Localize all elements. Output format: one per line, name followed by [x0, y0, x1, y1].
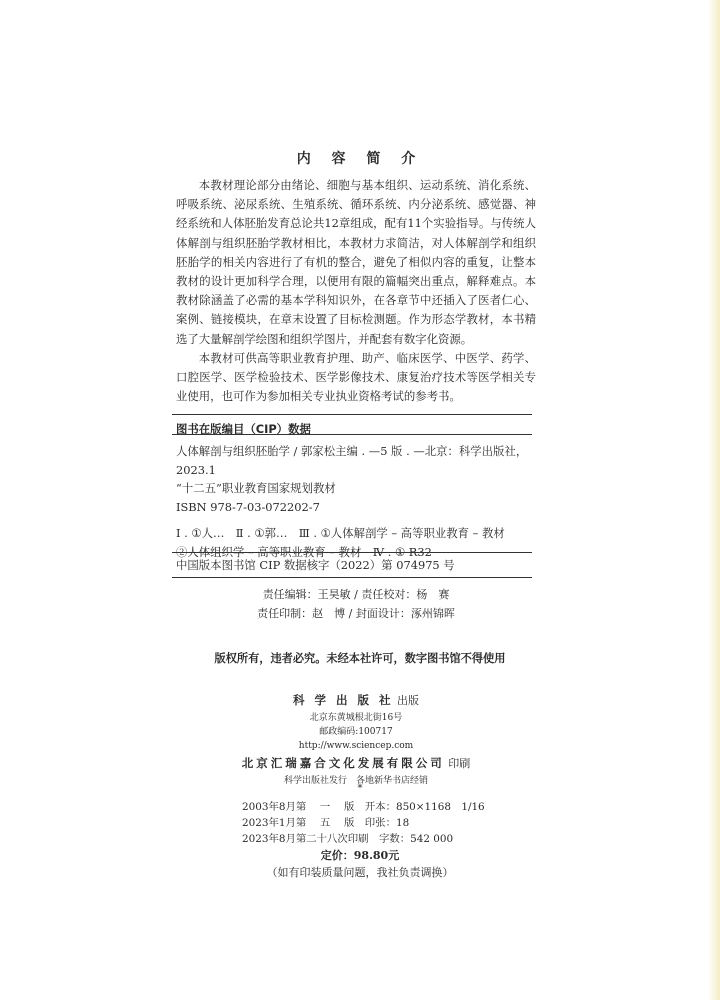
printer-name: 北京汇瑞嘉合文化发展有限公司	[241, 756, 445, 770]
publisher-suffix: 出版	[397, 694, 419, 707]
publisher-url: http://www.sciencep.com	[298, 741, 414, 751]
cip-record	[176, 442, 536, 562]
cip-check-number: 中国版本图书馆 CIP 数据核字（2022）第 074975 号	[176, 558, 455, 572]
printer-suffix: 印刷	[448, 757, 471, 770]
content-summary	[176, 176, 536, 406]
copyright-notice: 版权所有，违者必究。未经本社许可，数字图书馆不得使用	[214, 652, 506, 665]
distribution-note: 科学出版社发行 各地新华书店经销	[283, 776, 428, 786]
intro-paragraph-1: 本教材理论部分由绪论、细胞与基本组织、运动系统、消化系统、呼吸系统、泌尿系统、生殖系统、循环系统、内分泌系统、感觉器、神经系统和人体胚胎发育总论共12章组成，配有11个实验指导。与传统人体解剖与组织胚胎学教材相比，本教材力求简洁，对人体解剖学和组织胚胎学的相关内容进行了有机的整合，避免了相似内容的重复，让整本教材的设计更加科学合理，以便用有限的篇幅突出重点，解释难点。本教材除涵盖了必需的基本学科知识外，在各章节中还插入了医者仁心、案例、链接模块，在章末设置了目标检测题。作为形态学教材，本书精选了大量解剖学绘图和组织学图片，并配套有数字化资源。	[176, 178, 536, 346]
spec-row: 2003年8月第 一 版 开本：850×1168 1/16	[242, 801, 485, 813]
cip-heading: 图书在版编目（CIP）数据	[176, 422, 311, 436]
spec-row: 2023年8月第二十八次印刷 字数：542 000	[242, 832, 454, 845]
edition-specs	[242, 800, 485, 847]
cip-isbn: ISBN 978-7-03-072202-7	[176, 499, 320, 514]
cip-classification: Ⅰ . ①人… Ⅱ . ①郭… Ⅲ . ①人体解剖学 – 高等职业教育 – 教材	[176, 526, 505, 541]
service-note: （如有印装质量问题，我社负责调换）	[266, 866, 454, 879]
cip-top-rule	[172, 414, 532, 415]
price: 定价：98.80元	[320, 849, 400, 862]
spec-row: 2023年1月第 五 版 印张：18	[242, 816, 410, 829]
cip-line: 2023.1	[176, 462, 216, 477]
publisher-address: 北京东黄城根北街16号	[309, 713, 403, 723]
publisher-block	[176, 690, 536, 788]
credits-line: 责任印制：赵 博 / 封面设计：涿州锦晖	[257, 607, 455, 620]
cip-bottom-rule	[172, 577, 532, 578]
cip-line: “十二五”职业教育国家规划教材	[176, 481, 336, 496]
editorial-credits	[176, 585, 536, 623]
credits-line: 责任编辑：王昊敏 / 责任校对：杨 赛	[262, 588, 450, 601]
publisher-postcode: 邮政编码:100717	[319, 727, 393, 737]
intro-paragraph-2: 本教材可供高等职业教育护理、助产、临床医学、中医学、药学、口腔医学、医学检验技术、医学影像技术、康复治疗技术等医学相关专业使用，也可作为参加相关专业执业资格考试的参考书。	[176, 350, 536, 404]
cip-divider-rule	[172, 552, 532, 553]
publisher-name: 科 学 出 版 社	[292, 693, 394, 707]
cip-classification: ②人体组织学 – 高等职业教育 – 教材 Ⅳ . ① R32	[176, 544, 432, 559]
cip-heading-rule	[172, 434, 532, 435]
cip-line: 人体解剖与组织胚胎学 / 郭家松主编 . —5 版 . —北京：科学出版社，	[176, 444, 528, 458]
section-separator: *	[357, 783, 363, 794]
content-summary-title: 内 容 简 介	[296, 151, 424, 167]
